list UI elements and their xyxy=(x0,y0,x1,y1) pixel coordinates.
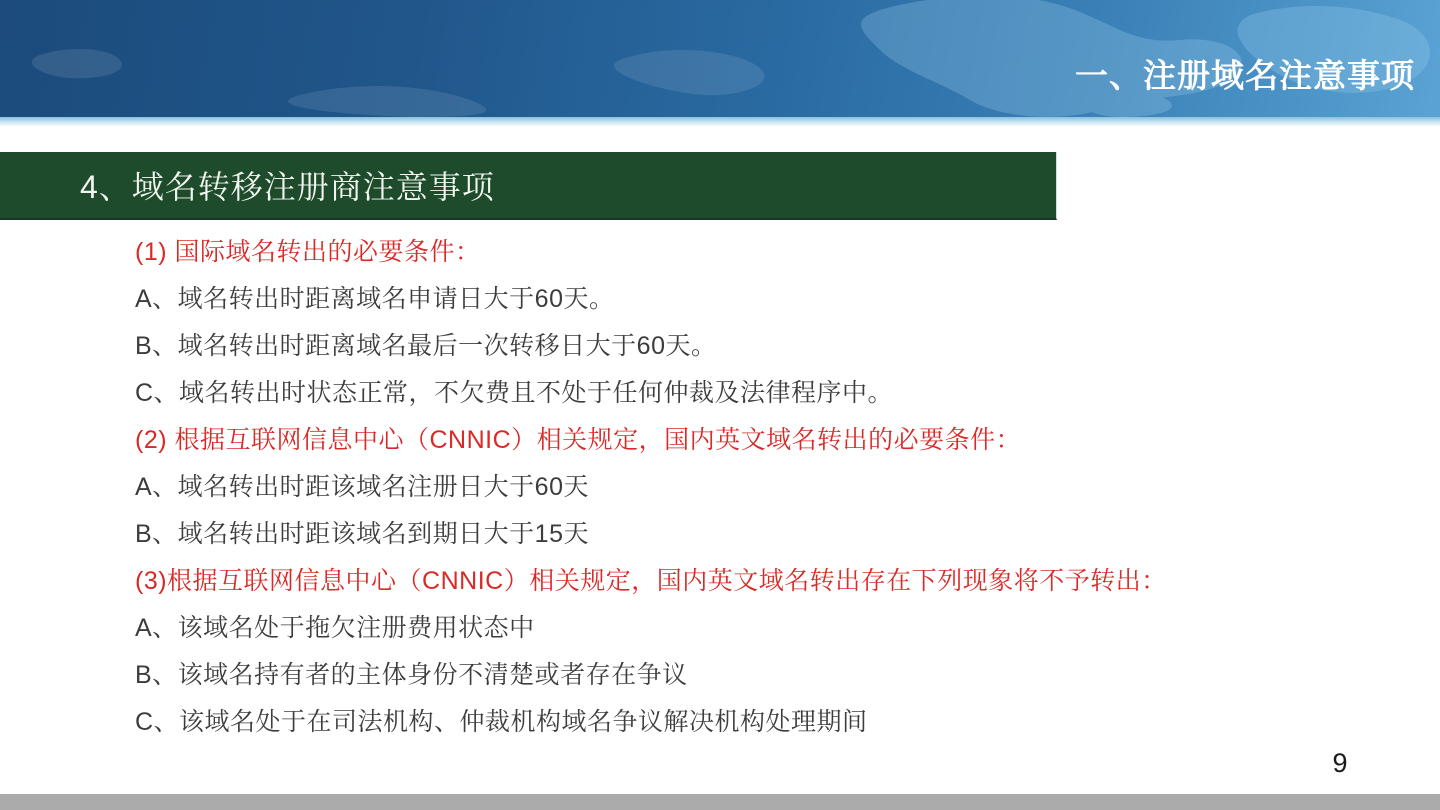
body-line-item: C、域名转出时状态正常，不欠费且不处于任何仲裁及法律程序中。 xyxy=(135,379,894,407)
body-line-item: B、域名转出时距离域名最后一次转移日大于60天。 xyxy=(135,332,717,360)
header-title: 一、注册域名注意事项 xyxy=(1075,57,1415,94)
header-banner xyxy=(0,0,1440,117)
body-line-heading-1: (1) 国际域名转出的必要条件： xyxy=(135,238,481,266)
body-line-item: A、域名转出时距离域名申请日大于60天。 xyxy=(135,285,615,313)
body-line-item: B、域名转出时距该域名到期日大于15天 xyxy=(135,520,589,548)
section-title-bar xyxy=(0,152,1057,220)
page-number: 9 xyxy=(1332,748,1348,778)
body-line-item: C、该域名处于在司法机构、仲裁机构域名争议解决机构处理期间 xyxy=(135,708,868,736)
section-title: 4、域名转移注册商注意事项 xyxy=(80,169,495,205)
body-line-heading-3: (3)根据互联网信息中心（CNNIC）相关规定，国内英文域名转出存在下列现象将不予转出： xyxy=(135,567,1167,595)
header-divider xyxy=(0,117,1440,126)
footer-bar xyxy=(0,794,1440,810)
body-line-item: A、域名转出时距该域名注册日大于60天 xyxy=(135,473,589,501)
body-line-heading-2: (2) 根据互联网信息中心（CNNIC）相关规定，国内英文域名转出的必要条件： xyxy=(135,426,1022,454)
slide-content xyxy=(0,229,1440,746)
body-line-item: B、该域名持有者的主体身份不清楚或者存在争议 xyxy=(135,661,688,689)
body-line-item: A、该域名处于拖欠注册费用状态中 xyxy=(135,614,535,642)
